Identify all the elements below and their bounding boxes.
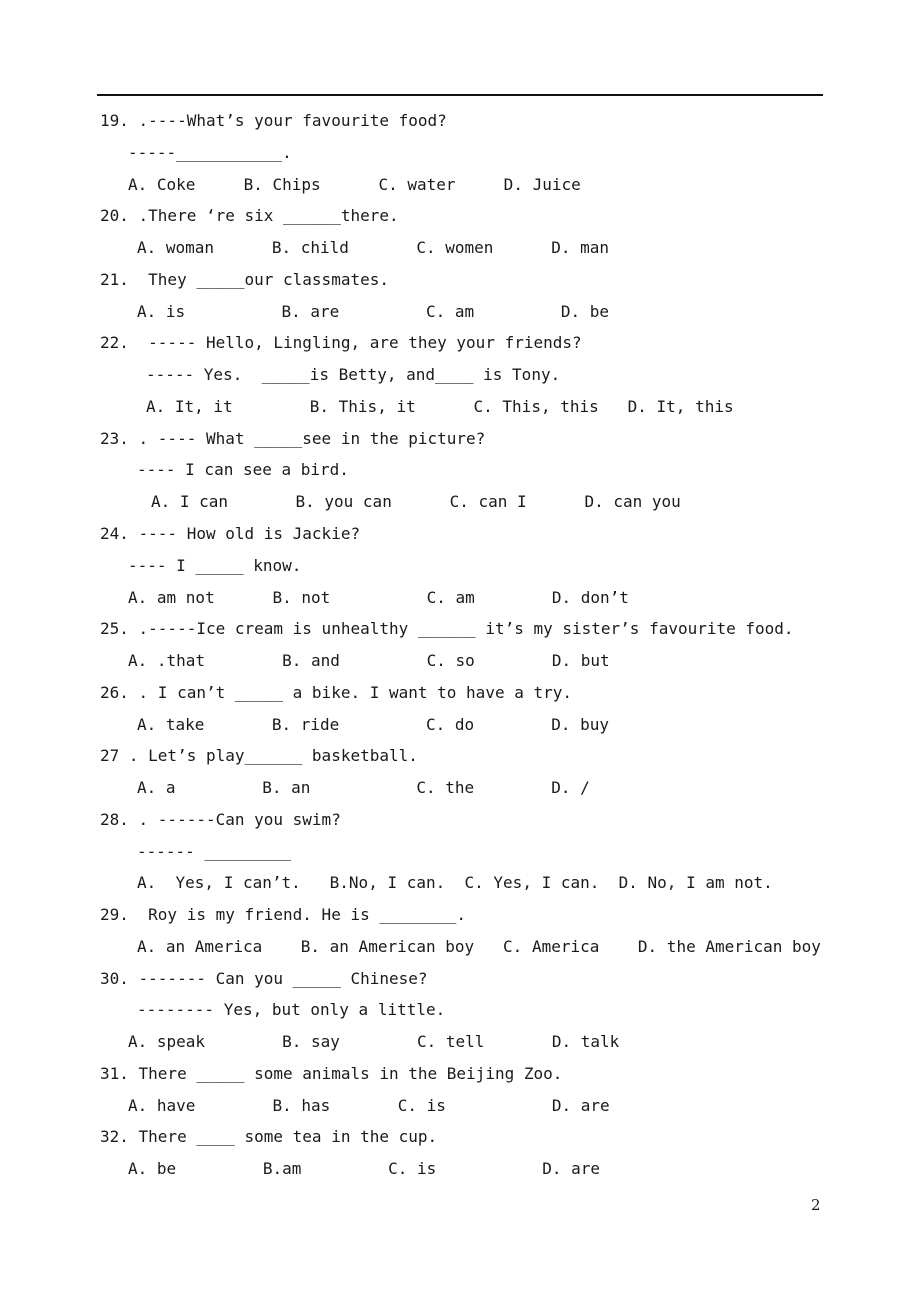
- options-28: A. Yes, I can’t. B.No, I can. C. Yes, I can. D. No, I am not.: [137, 873, 773, 892]
- options-25: A. .that B. and C. so D. but: [128, 651, 610, 670]
- question-19: 19. .----What’s your favourite food?: [100, 111, 447, 130]
- options-31: A. have B. has C. is D. are: [128, 1096, 610, 1115]
- question-21: 21. They _____our classmates.: [100, 270, 389, 289]
- options-19: A. Coke B. Chips C. water D. Juice: [128, 175, 581, 194]
- question-25: 25. .-----Ice cream is unhealthy ______ it’s my sister’s favourite food.: [100, 619, 794, 638]
- question-20: 20. .There ‘re six ______there.: [100, 206, 399, 225]
- options-21: A. is B. are C. am D. be: [137, 302, 610, 321]
- answer-line-23: ---- I can see a bird.: [137, 460, 349, 479]
- header-rule: [97, 94, 823, 96]
- options-23: A. I can B. you can C. can I D. can you: [151, 492, 681, 511]
- options-27: A. a B. an C. the D. /: [137, 778, 590, 797]
- answer-line-19: -----___________.: [128, 143, 292, 162]
- options-26: A. take B. ride C. do D. buy: [137, 715, 610, 734]
- question-31: 31. There _____ some animals in the Beijing Zoo.: [100, 1064, 563, 1083]
- question-32: 32. There ____ some tea in the cup.: [100, 1127, 438, 1146]
- answer-line-30: -------- Yes, but only a little.: [137, 1000, 446, 1019]
- question-30: 30. ------- Can you _____ Chinese?: [100, 969, 428, 988]
- question-28: 28. . ------Can you swim?: [100, 810, 341, 829]
- question-27: 27 . Let’s play______ basketball.: [100, 746, 418, 765]
- options-20: A. woman B. child C. women D. man: [137, 238, 610, 257]
- question-23: 23. . ---- What _____see in the picture?: [100, 429, 486, 448]
- page-number: 2: [811, 1196, 821, 1214]
- options-24: A. am not B. not C. am D. don’t: [128, 588, 629, 607]
- options-32: A. be B.am C. is D. are: [128, 1159, 601, 1178]
- options-30: A. speak B. say C. tell D. talk: [128, 1032, 620, 1051]
- answer-line-24: ---- I _____ know.: [128, 556, 302, 575]
- question-29: 29. Roy is my friend. He is ________.: [100, 905, 467, 924]
- question-26: 26. . I can’t _____ a bike. I want to have a try.: [100, 683, 573, 702]
- question-22: 22. ----- Hello, Lingling, are they your friends?: [100, 333, 582, 352]
- question-24: 24. ---- How old is Jackie?: [100, 524, 361, 543]
- answer-line-22: ----- Yes. _____is Betty, and____ is Tony.: [146, 365, 561, 384]
- options-29: A. an America B. an American boy C. America D. the American boy: [137, 937, 821, 956]
- answer-line-28: ------ _________: [137, 842, 292, 861]
- options-22: A. It, it B. This, it C. This, this D. It, this: [146, 397, 734, 416]
